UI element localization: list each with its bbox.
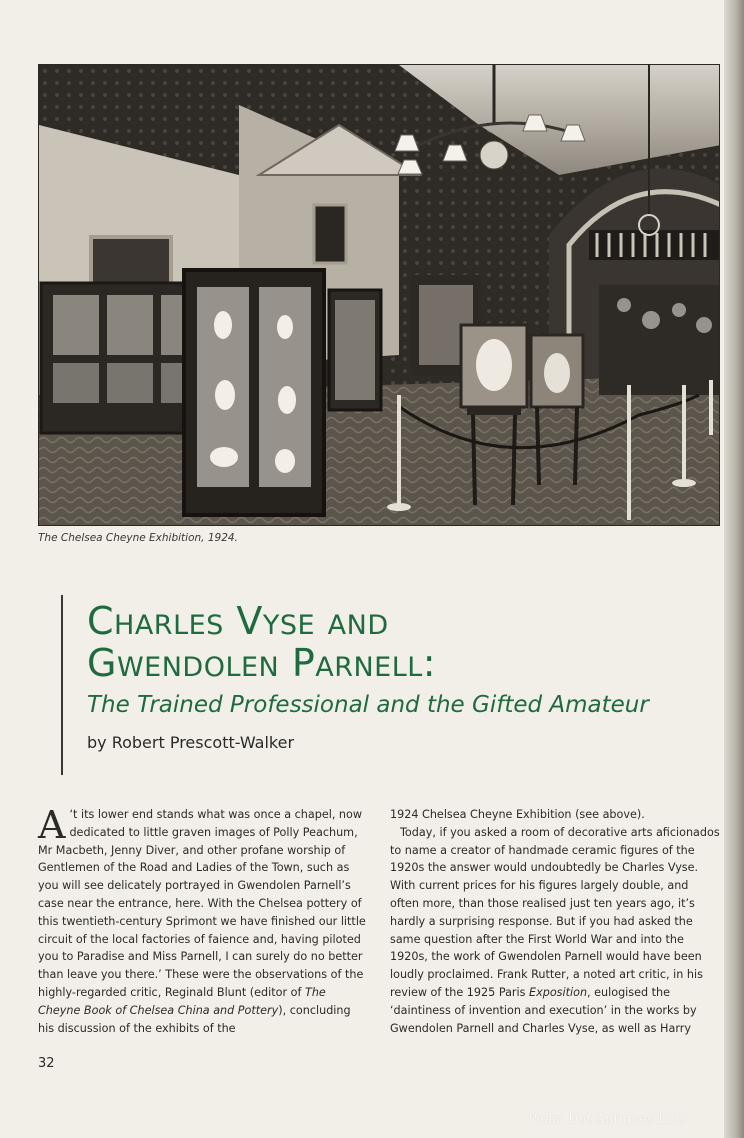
page-number: 32 [38,1056,55,1071]
photo-caption: The Chelsea Cheyne Exhibition, 1924. [38,532,238,544]
right-col-paragraph-1: 1924 Chelsea Cheyne Exhibition (see above). [390,808,645,821]
title-rule [61,595,63,775]
right-col-text-b: , eulogised the ‘daintiness of invention and execution’ in the works by Gwendolen Parnell and Charles Vyse, as well as Harry [390,985,697,1035]
article-byline: by Robert Prescott-Walker [87,733,295,752]
open-quote: ‘ [69,808,74,821]
book-title: The Cheyne Book of Chelsea China and Pottery [38,985,326,1017]
exposition-title: Exposition [529,985,588,999]
right-col-paragraph-2 [390,824,720,1038]
left-col-text-1: t its lower end stands what was once a chapel, now dedicated to little graven images of Polly Peachum, Mr Macbeth, Jenny Diver, and other profane worship of Gentlemen of the Road and Ladies of the Town, such as you will see delicately portrayed in Gwendolen Parnell’s case near the entrance, here. With the Chelsea pottery of this twentieth-century Sprimont we have finished our little circuit of the local factories of faience and, having piloted you to Paradise and Miss Parnell, I can surely do no better than leave you there.’ These were the observations of the highly-regarded critic, Reginald Blunt (editor of [38,808,366,999]
left-col-text-2: ), concluding his discussion of the exhibits of the [38,1003,351,1035]
article-subtitle: The Trained Professional and the Gifted Amateur [87,692,649,718]
page-edge [724,0,744,1138]
body-column-right [390,806,720,1037]
article-title-line-1: Charles Vyse and [87,599,389,643]
right-col-text-a: Today, if you asked a room of decorative arts aficionados to name a creator of handmade ceramic figures of the 1920s the answer would undoubtedly be Charles Vyse. With current prices for his figures largely double, and often more, than those realised just ten years ago, it’s hardly a surprising response. But if you had asked the same question after the First World War and into the 1920s, the work of Gwendolen Parnell would have been loudly proclaimed. Frank Rutter, a noted art critic, in his review of the 1925 Paris [390,825,720,999]
drop-cap: A [38,803,66,847]
article-title [87,600,707,684]
article-title-line-2: Gwendolen Parnell: [87,641,437,685]
watermark: Polka Dot Antiques LLC [528,1112,686,1127]
exhibition-photo [38,64,720,526]
opening-paragraph [38,803,368,1037]
body-column-left [38,803,368,1037]
